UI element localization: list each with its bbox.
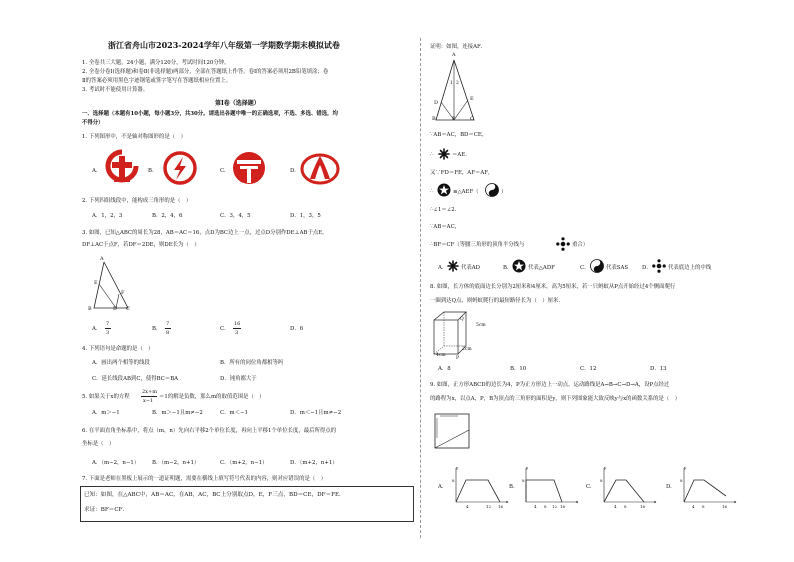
proof-line-3: 又∵FD＝FE，AF＝AF， — [430, 170, 494, 176]
q1-option-b: B. — [148, 168, 154, 174]
q8-label-5cm: 5cm — [476, 323, 486, 328]
q2-stem: 2. 下列四组线段中，能构成三角形的是（ ） — [82, 198, 192, 204]
part1-heading: 一、选择题（本题有10小题，每小题3分，共30分。请选出各题中唯一的正确选项，不选、多选、错选，均 — [82, 111, 338, 117]
q5-option-c: C．m＜−1 — [220, 410, 248, 416]
q4-stem: 4. 下列语句是命题的是（ ） — [82, 346, 154, 352]
proof-line-4b: ≌△AEF（ — [453, 189, 479, 195]
q4-option-b: B．所有的同位角都相等吗 — [220, 360, 284, 366]
proof-label-1: 1 — [450, 81, 453, 86]
q8-option-b: B．10 — [510, 366, 527, 372]
q9-option-a: A. — [438, 484, 444, 490]
q6-option-a: A．（m−2，n−1） — [92, 460, 140, 466]
q3-c-num: 16 — [234, 321, 241, 327]
q6-stem-2: 坐标是（ ） — [82, 441, 115, 447]
proof-line-4: ∴ — [430, 189, 434, 195]
proof-line-1: ∵AB＝AC，BD＝CE， — [430, 132, 488, 138]
q3-option-a: A． — [92, 326, 102, 332]
q4-option-a: A．画出两个相等的线段 — [92, 360, 150, 366]
note-3: 3. 考试时不能使用计算器。 — [82, 87, 149, 93]
graph-c-t16: 16 — [640, 504, 646, 509]
q9-graph-a — [450, 466, 510, 508]
q3-label-f: F — [121, 290, 125, 296]
q5-option-b: B．m＞−1且m≠−2 — [152, 410, 203, 416]
q9-graph-b — [520, 466, 580, 508]
q7-option-c: C． — [580, 265, 590, 271]
proof-label-2: 2 — [456, 81, 459, 86]
dots-symbol-icon — [556, 237, 570, 251]
q8-option-a: A．8 — [438, 366, 451, 372]
exam-title: 浙江省舟山市2023-2024学年八年级第一学期数学期末模拟试卷 — [108, 40, 340, 50]
q5-frac-den: x−1 — [143, 398, 154, 404]
proof-label-f: F — [452, 116, 456, 122]
graph-c-x: x — [654, 499, 657, 504]
q3-option-d: D．6 — [290, 326, 304, 332]
graph-d-t4: 4 — [692, 504, 695, 509]
graph-a-y: y — [456, 465, 459, 470]
q3-option-c: C． — [220, 326, 230, 332]
q6-option-c: C．（m+2，n−1） — [220, 460, 268, 466]
graph-d-x: x — [734, 499, 737, 504]
yin-yang-symbol-icon — [590, 259, 604, 273]
proof-line-7: ∴BF＝CF（等腰三角形的顶角平分线与 — [430, 242, 525, 248]
q3-stem-2: DF⊥AC于点F，若DF＝2DE，则DE长为（ ） — [82, 242, 200, 248]
proof-line-5: ∴∠1＝∠2． — [430, 207, 461, 213]
graph-b-y: y — [526, 465, 529, 470]
proof-line-2b: ＝AE． — [452, 152, 471, 158]
graph-b-t12: 12 — [552, 504, 558, 509]
section-title: 第Ⅰ卷（选择题） — [215, 100, 260, 107]
graph-d-t16: 16 — [722, 504, 728, 509]
note-1: 1. 全卷共三大题，24小题，满分120分，考试时间120分钟。 — [82, 60, 230, 66]
graph-b-t4: 4 — [534, 504, 537, 509]
q8-label-p: P — [456, 356, 460, 361]
q1-option-c: C. — [220, 168, 226, 174]
q5-stem-post: ＝1的解是负数，那么m的取值范围是（ ） — [159, 394, 265, 400]
q3-option-b: B． — [152, 326, 162, 332]
proof-line-7b: 重合） — [572, 242, 589, 248]
graph-c-t8: 8 — [624, 504, 627, 509]
q9-graph-d — [678, 466, 738, 508]
q7-option-d: D． — [642, 265, 652, 271]
q9-option-c: C. — [586, 484, 592, 490]
proof-triangle-figure — [432, 58, 480, 124]
q3-stem: 3. 如图，已知△ABC的周长为28，AB＝AC＝16，点D为BC边上一点，过点D分别作DE⊥AB于点E， — [82, 230, 328, 236]
q8-option-d: D．13 — [650, 366, 667, 372]
graph-b-x: x — [576, 499, 579, 504]
part1-heading-2: 不得分） — [82, 120, 104, 126]
q6-option-b: B．（m−2，n+1） — [152, 460, 200, 466]
proof-label-c: C — [470, 116, 474, 122]
q3-label-a: A — [100, 256, 104, 262]
star-circle-symbol-icon — [512, 259, 526, 273]
proof-label-e: E — [470, 96, 474, 102]
proof-label-d: D — [434, 100, 439, 106]
q3-label-b: B — [88, 306, 92, 312]
q7-option-b-text: 代表△ADF — [528, 265, 555, 271]
q7-option-b: B． — [503, 265, 513, 271]
q2-option-b: B．2，4，6 — [152, 213, 183, 219]
graph-c-v8: 8 — [600, 478, 603, 483]
q9-graph-c — [598, 466, 658, 508]
graph-b-t8: 8 — [544, 504, 547, 509]
q1-stem: 1. 下列图形中，不是轴对称图形的是（ ） — [82, 134, 186, 140]
q7-option-c-text: 代表SAS — [606, 265, 629, 271]
q3-c-den: 3 — [235, 330, 239, 336]
graph-d-v8: 8 — [680, 478, 683, 483]
graph-a-t12: 12 — [486, 504, 492, 509]
graph-b-t16: 16 — [560, 504, 566, 509]
proof-label-a: A — [452, 52, 456, 58]
graph-a-t16: 16 — [498, 504, 504, 509]
q1-option-d: D. — [290, 168, 296, 174]
emblem-logo-icon — [232, 151, 266, 185]
star-circle-symbol-icon — [437, 183, 451, 197]
proof-line-6: ∵AB＝AC， — [430, 224, 461, 230]
q7-option-a: A． — [438, 265, 448, 271]
graph-d-t8: 8 — [702, 504, 705, 509]
graph-a-x: x — [506, 499, 509, 504]
graph-a-t4: 4 — [466, 504, 469, 509]
q5-frac-num: 2x+m — [142, 389, 157, 395]
q5-option-d: D．m＜−1且m≠−2 — [290, 410, 342, 416]
lightning-logo-icon — [163, 151, 197, 185]
q3-b-num: 7 — [166, 321, 170, 327]
q4-option-d: D．钝角都大于 — [220, 376, 257, 382]
graph-a-v8: 8 — [452, 478, 455, 483]
q9-option-b: B. — [509, 484, 515, 490]
proof-head: 证明：如图，连接AF． — [430, 44, 487, 50]
logo-a-icon — [106, 150, 138, 184]
graph-b-v8: 8 — [522, 478, 525, 483]
car-logo-icon — [300, 151, 340, 185]
note-2b: Ⅱ的答案必须用黑色字迹钢笔或签字笔写在答题纸相应位置上。 — [82, 78, 232, 84]
graph-d-y: y — [684, 465, 687, 470]
q8-stem: 8. 如图，长方体的底面边长分别为2厘米和4厘米，高为5厘米，若一只蚂蚁从P点开始经过4个侧面爬行 — [430, 284, 676, 290]
graph-c-y: y — [604, 465, 607, 470]
q5-stem-pre: 5. 如果关于x的方程 — [82, 394, 130, 400]
q3-label-c: C — [126, 306, 130, 312]
q1-option-a: A. — [92, 168, 98, 174]
dots-symbol-icon — [652, 259, 666, 273]
note-2: 2. 全卷分卷Ⅰ(选择题)和卷Ⅱ(非选择题)两部分，全部在答题纸上作答。卷Ⅰ的答案必须用2B铅笔填涂；卷 — [82, 69, 329, 75]
column-divider — [420, 38, 421, 538]
q8-label-q: Q — [460, 317, 464, 322]
q8-stem-2: 一圈到达Q点，则蚂蚁爬行的最短路径长为（ ）厘米． — [430, 298, 564, 304]
q7-box-line-1: 已知：如图，在△ABC中，AB＝AC，在AB，AC，BC上分别取点D，E，F三点，BD＝CE，DF＝FE． — [84, 492, 345, 498]
graph-c-t4: 4 — [614, 504, 617, 509]
q3-label-e: E — [94, 280, 98, 286]
square-figure — [432, 410, 474, 454]
q6-option-d: D．（m+2，n+1） — [290, 460, 338, 466]
q8-option-c: C．12 — [580, 366, 597, 372]
q3-a-den: 3 — [106, 330, 110, 336]
q7-option-d-text: 代表底边上的中线 — [668, 265, 712, 271]
q2-option-d: D．1，3，5 — [290, 213, 321, 219]
q3-b-den: 8 — [166, 330, 170, 336]
q6-stem: 6. 在平面直角坐标系中，将点（m，n）先向右平移2个单位长度，再向上平移1个单位长度，最后所得点的 — [82, 428, 337, 434]
q2-option-a: A．1，2，3 — [92, 213, 123, 219]
proof-line-2: ∴ — [430, 152, 434, 158]
q5-option-a: A．m＞−1 — [92, 410, 120, 416]
proof-line-4c: ） — [501, 189, 507, 195]
q9-stem-2: 的路程为x，以点A，P，B为顶点的三角形的面积是y，则下列图象能大致反映y与x的函数关系的是（ ） — [430, 396, 681, 402]
burst-symbol-icon — [438, 148, 450, 160]
yin-yang-symbol-icon — [485, 183, 499, 197]
q3-label-d: D — [113, 306, 118, 312]
q7-stem: 7. 下面是老师在黑板上展示的一道证明题，需要在横线上填写符号代表的内容，则对应错误的是（ ） — [82, 476, 327, 482]
q9-stem: 9. 如图，正方形ABCD的边长为4，P为正方形边上一动点，运动路线是A→B→C→D→A，设P点经过 — [430, 382, 670, 388]
q8-label-4cm: 4cm — [436, 353, 446, 358]
proof-label-b: B — [432, 116, 436, 122]
q7-box-line-2: 求证：BF＝CF． — [84, 507, 129, 513]
q4-option-c: C．延长线段AB到C，使得BC＝BA — [92, 376, 179, 382]
q7-option-a-text: 代表AD — [461, 265, 480, 271]
burst-symbol-icon — [447, 260, 459, 272]
q3-a-num: 7 — [106, 321, 110, 327]
q8-label-2cm: 2cm — [462, 347, 472, 352]
q2-option-c: C．3，4，5 — [220, 213, 251, 219]
q9-option-d: D. — [666, 484, 672, 490]
